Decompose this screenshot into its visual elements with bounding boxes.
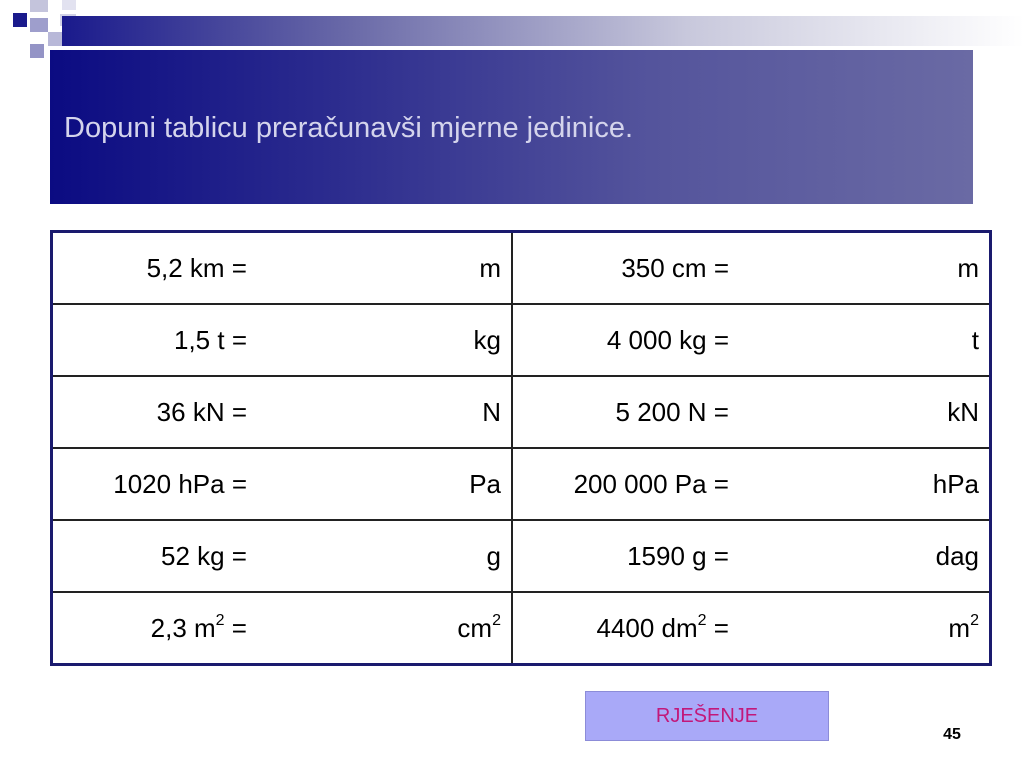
table-cell-left-unit: Pa	[257, 448, 512, 520]
table-cell-left-value: 5,2 km =	[52, 232, 258, 305]
decor-square	[30, 44, 44, 58]
decor-square	[62, 0, 76, 10]
table-cell-left-value: 52 kg =	[52, 520, 258, 592]
table-row	[52, 232, 991, 305]
table-cell-right-unit: hPa	[739, 448, 991, 520]
table-row	[52, 592, 991, 665]
table-cell-right-value: 4400 $dm^2$ =	[512, 592, 739, 665]
table-cell-left-value: 36 kN =	[52, 376, 258, 448]
table-cell-right-value: 4 000 kg =	[512, 304, 739, 376]
table-cell-right-unit: kN	[739, 376, 991, 448]
table-row	[52, 448, 991, 520]
table-cell-right-unit: t	[739, 304, 991, 376]
table-cell-right-unit: m	[739, 232, 991, 305]
header-gradient-bar	[62, 16, 1024, 46]
decor-square	[30, 0, 48, 12]
table-cell-right-value: 350 cm =	[512, 232, 739, 305]
page-number: 45	[943, 726, 961, 743]
table-row	[52, 376, 991, 448]
table-cell-left-unit: $cm^2$	[257, 592, 512, 665]
table-cell-right-value: 200 000 Pa =	[512, 448, 739, 520]
table-cell-right-unit: dag	[739, 520, 991, 592]
title-box	[50, 50, 973, 204]
table-cell-left-value: 2,3 $m^2$ =	[52, 592, 258, 665]
decor-square	[48, 32, 62, 46]
table-cell-right-value: 1590 g =	[512, 520, 739, 592]
table-cell-left-unit: g	[257, 520, 512, 592]
table-cell-right-value: 5 200 N =	[512, 376, 739, 448]
decor-square	[30, 18, 48, 32]
conversion-table	[50, 230, 992, 666]
slide-title: Dopuni tablicu preračunavši mjerne jedinice.	[64, 112, 634, 144]
table-cell-right-unit: $m^2$	[739, 592, 991, 665]
table-cell-left-value: 1,5 t =	[52, 304, 258, 376]
table-cell-left-unit: N	[257, 376, 512, 448]
table-row	[52, 304, 991, 376]
table-cell-left-unit: kg	[257, 304, 512, 376]
decor-square	[13, 13, 27, 27]
table-cell-left-unit: m	[257, 232, 512, 305]
table-row	[52, 520, 991, 592]
solution-button[interactable]: RJEŠENJE	[585, 691, 829, 741]
table-cell-left-value: 1020 hPa =	[52, 448, 258, 520]
